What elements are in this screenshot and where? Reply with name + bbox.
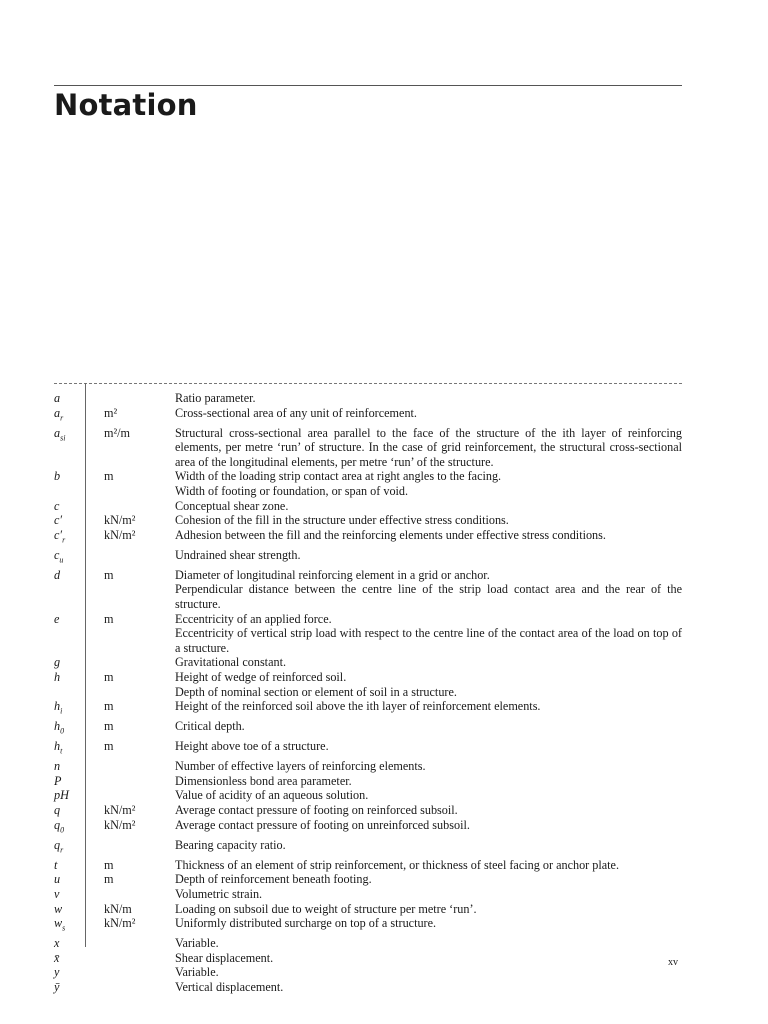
notation-symbol xyxy=(54,426,104,446)
symbol-subscript: si xyxy=(60,433,66,443)
notation-symbol xyxy=(54,838,104,858)
notation-unit: kN/m² xyxy=(104,513,136,528)
notation-row xyxy=(54,513,682,528)
notation-row xyxy=(54,391,682,406)
notation-symbol xyxy=(54,902,104,917)
symbol-base: a xyxy=(54,405,61,420)
notation-row xyxy=(54,951,682,966)
notation-symbol xyxy=(54,887,104,902)
notation-symbol xyxy=(54,528,104,548)
notation-symbol xyxy=(54,788,104,803)
notation-unit: m xyxy=(104,719,114,734)
notation-unit: kN/m² xyxy=(104,916,136,931)
notation-unit: kN/m xyxy=(104,901,132,916)
notation-row xyxy=(54,739,682,759)
symbol-base: w xyxy=(54,901,63,916)
notation-definition: Variable. xyxy=(175,965,219,980)
notation-row xyxy=(54,670,682,685)
notation-row xyxy=(54,936,682,951)
symbol-base: d xyxy=(54,567,61,582)
notation-unit: m² xyxy=(104,405,118,420)
notation-row xyxy=(54,965,682,980)
symbol-subscript: r xyxy=(60,845,64,855)
notation-definition: Cross-sectional area of any unit of reinforcement. xyxy=(175,405,417,420)
symbol-base: c xyxy=(54,547,60,562)
symbol-base: x̄ xyxy=(54,950,60,965)
notation-symbol xyxy=(54,951,104,966)
notation-row xyxy=(54,872,682,887)
symbol-base: q xyxy=(54,817,61,832)
notation-row xyxy=(54,406,682,426)
notation-row xyxy=(54,858,682,873)
notation-unit: m xyxy=(104,567,114,582)
symbol-subscript: r xyxy=(60,413,64,423)
symbol-base: n xyxy=(54,759,61,774)
symbol-subscript: 0 xyxy=(60,726,65,736)
symbol-subscript: t xyxy=(60,746,63,756)
notation-row xyxy=(54,626,682,655)
notation-definition: Eccentricity of vertical strip load with respect to the centre line of the contact area of the load on top of a structure. xyxy=(175,626,682,655)
top-rule xyxy=(54,85,682,86)
notation-row xyxy=(54,655,682,670)
notation-symbol xyxy=(54,469,104,484)
symbol-base: c′ xyxy=(54,513,63,528)
notation-row xyxy=(54,469,682,484)
notation-symbol xyxy=(54,568,104,583)
symbol-base: h xyxy=(54,699,61,714)
notation-symbol xyxy=(54,872,104,887)
symbol-base: u xyxy=(54,872,61,887)
notation-unit: kN/m² xyxy=(104,803,136,818)
notation-definition: Adhesion between the fill and the reinforcing elements under effective stress conditions. xyxy=(175,527,606,542)
symbol-base: h xyxy=(54,719,61,734)
notation-symbol xyxy=(54,936,104,951)
notation-symbol xyxy=(54,759,104,774)
notation-definition: Dimensionless bond area parameter. xyxy=(175,773,352,788)
notation-unit: m xyxy=(104,857,114,872)
notation-definition: Number of effective layers of reinforcing elements. xyxy=(175,759,426,774)
page-number: xv xyxy=(668,957,678,968)
notation-row xyxy=(54,528,682,548)
symbol-base: e xyxy=(54,611,60,626)
notation-row xyxy=(54,699,682,719)
symbol-subscript: s xyxy=(62,923,66,933)
notation-unit: kN/m² xyxy=(104,527,136,542)
symbol-base: v xyxy=(54,886,60,901)
notation-definition: Width of footing or foundation, or span of void. xyxy=(175,484,409,498)
symbol-base: w xyxy=(54,916,63,931)
notation-definition: Width of the loading strip contact area at right angles to the facing. xyxy=(175,469,502,484)
notation-symbol xyxy=(54,739,104,759)
notation-definition: Shear displacement. xyxy=(175,950,274,965)
notation-definition: Perpendicular distance between the centre line of the strip load contact area and the rear of the structure. xyxy=(175,582,682,612)
notation-unit: m xyxy=(104,469,114,484)
notation-definition: Height of the reinforced soil above the ith layer of reinforcement elements. xyxy=(175,699,541,714)
notation-definition: Vertical displacement. xyxy=(175,979,284,994)
notation-row xyxy=(54,916,682,936)
symbol-base: c′ xyxy=(54,527,63,542)
notation-definition: Diameter of longitudinal reinforcing element in a grid or anchor. xyxy=(175,567,490,582)
symbol-base: P xyxy=(54,773,62,788)
notation-row xyxy=(54,499,682,514)
notation-definition: Structural cross-sectional area parallel to the face of the structure of the ith layer of reinforcing elements, per metre ‘run’ of structure. In the case of grid reinforcement, the structural cross-sectional area of the longitudinal elements, per metre ‘run’ of the structure. xyxy=(175,425,682,469)
notation-symbol xyxy=(54,719,104,739)
notation-definition: Height of wedge of reinforced soil. xyxy=(175,670,347,684)
notation-definition: Loading on subsoil due to weight of structure per metre ‘run’. xyxy=(175,901,477,916)
notation-row xyxy=(54,818,682,838)
table-top-rule xyxy=(54,383,682,384)
notation-unit: m²/m xyxy=(104,425,130,440)
notation-symbol xyxy=(54,803,104,818)
notation-definition: Height above toe of a structure. xyxy=(175,739,329,754)
symbol-base: a xyxy=(54,391,61,405)
notation-definition: Undrained shear strength. xyxy=(175,547,301,562)
symbol-base: x xyxy=(54,936,60,951)
notation-row xyxy=(54,484,682,499)
notation-symbol xyxy=(54,548,104,568)
notation-symbol xyxy=(54,774,104,789)
notation-row xyxy=(54,803,682,818)
notation-row xyxy=(54,719,682,739)
notation-row xyxy=(54,902,682,917)
symbol-base: ȳ xyxy=(54,979,60,994)
notation-symbol xyxy=(54,655,104,670)
notation-definition: Gravitational constant. xyxy=(175,655,287,670)
notation-row xyxy=(54,426,682,470)
notation-row xyxy=(54,980,682,995)
symbol-base: h xyxy=(54,739,61,754)
notation-definition: Average contact pressure of footing on unreinforced subsoil. xyxy=(175,817,470,832)
symbol-base: h xyxy=(54,670,61,684)
symbol-base: a xyxy=(54,425,61,440)
symbol-base: q xyxy=(54,837,61,852)
notation-unit: m xyxy=(104,611,114,626)
notation-unit: m xyxy=(104,739,114,754)
symbol-base: pH xyxy=(54,788,69,803)
notation-unit: m xyxy=(104,872,114,887)
notation-definition: Uniformly distributed surcharge on top of a structure. xyxy=(175,916,437,931)
notation-definition: Conceptual shear zone. xyxy=(175,498,289,513)
notation-definition: Depth of reinforcement beneath footing. xyxy=(175,872,372,887)
symbol-subscript: r xyxy=(62,535,66,545)
notation-definition: Volumetric strain. xyxy=(175,886,263,901)
notation-row xyxy=(54,788,682,803)
symbol-base: y xyxy=(54,965,60,980)
notation-definition: Ratio parameter. xyxy=(175,391,256,405)
notation-definition: Depth of nominal section or element of soil in a structure. xyxy=(175,684,457,699)
notation-definition: Critical depth. xyxy=(175,719,245,734)
notation-symbol xyxy=(54,612,104,627)
notation-definition: Thickness of an element of strip reinforcement, or thickness of steel facing or anchor plate. xyxy=(175,857,620,872)
symbol-base: c xyxy=(54,498,60,513)
notation-definition: Average contact pressure of footing on reinforced subsoil. xyxy=(175,803,458,818)
notation-row xyxy=(54,548,682,568)
notation-symbol xyxy=(54,391,104,406)
notation-definition: Value of acidity of an aqueous solution. xyxy=(175,788,369,803)
notation-symbol xyxy=(54,406,104,426)
notation-symbol xyxy=(54,916,104,936)
notation-definition: Variable. xyxy=(175,936,219,951)
notation-row xyxy=(54,887,682,902)
notation-row xyxy=(54,568,682,583)
notation-row xyxy=(54,774,682,789)
symbol-subscript: u xyxy=(59,555,64,565)
notation-symbol xyxy=(54,980,104,995)
notation-unit: m xyxy=(104,699,114,714)
notation-row xyxy=(54,838,682,858)
notation-definition: Cohesion of the fill in the structure under effective stress conditions. xyxy=(175,513,509,528)
notation-symbol xyxy=(54,670,104,685)
symbol-subscript: 0 xyxy=(60,825,65,835)
notation-symbol xyxy=(54,965,104,980)
notation-unit: kN/m² xyxy=(104,817,136,832)
notation-definition: Bearing capacity ratio. xyxy=(175,837,286,852)
notation-list xyxy=(54,391,682,995)
notation-symbol xyxy=(54,513,104,528)
notation-row xyxy=(54,685,682,700)
notation-symbol xyxy=(54,858,104,873)
notation-row xyxy=(54,582,682,611)
notation-unit: m xyxy=(104,670,114,684)
notation-symbol xyxy=(54,499,104,514)
page-title: Notation xyxy=(54,88,198,122)
notation-symbol xyxy=(54,699,104,719)
notation-row xyxy=(54,612,682,627)
notation-definition: Eccentricity of an applied force. xyxy=(175,611,332,626)
notation-symbol xyxy=(54,818,104,838)
symbol-subscript: i xyxy=(60,706,63,716)
symbol-base: b xyxy=(54,469,61,484)
notation-row xyxy=(54,759,682,774)
symbol-base: q xyxy=(54,803,61,818)
symbol-base: g xyxy=(54,655,61,670)
symbol-base: t xyxy=(54,857,58,872)
